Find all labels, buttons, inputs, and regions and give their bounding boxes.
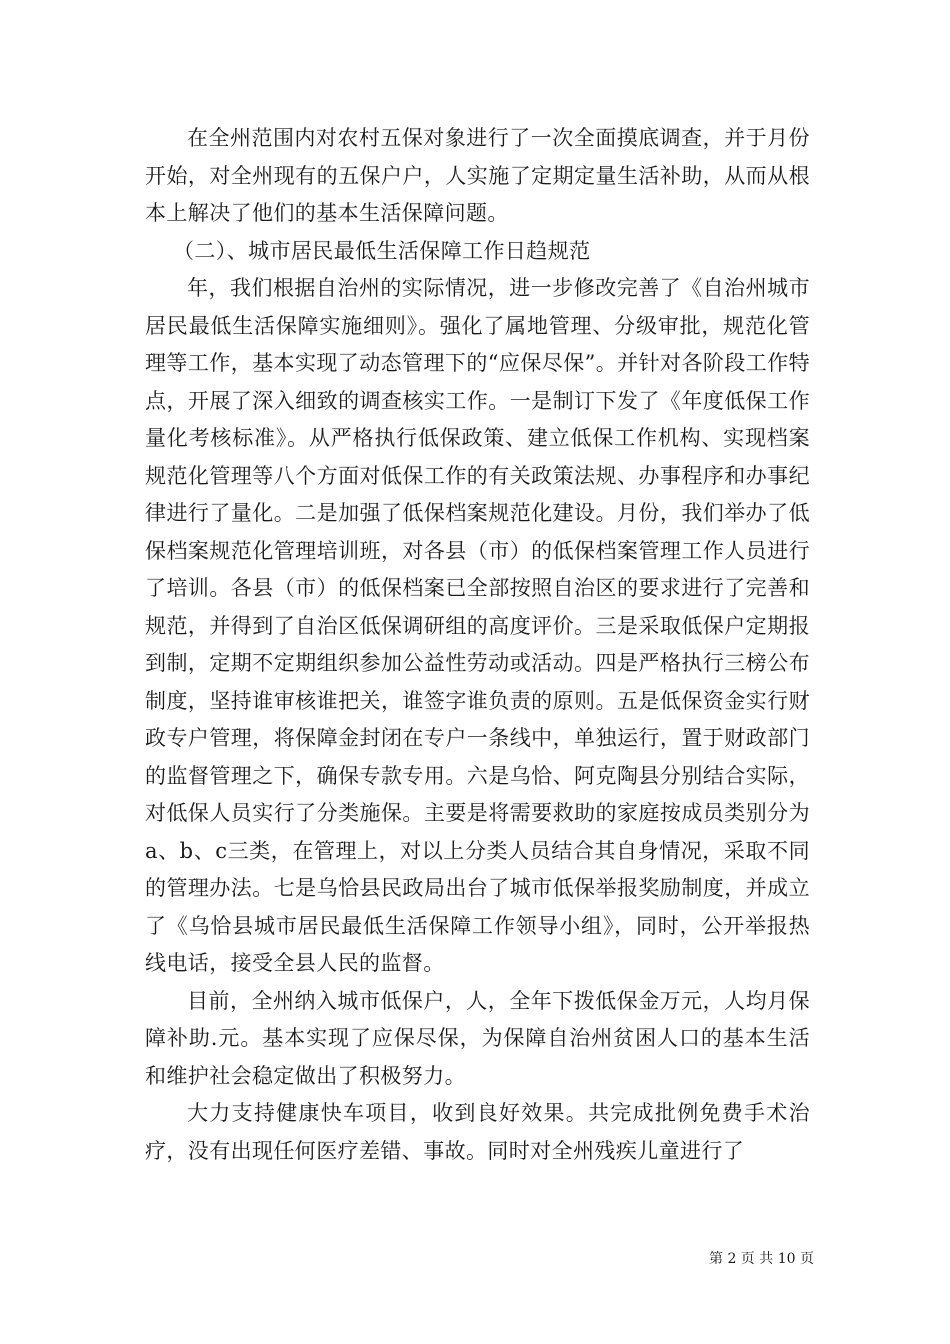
paragraph-health-express: 大力支持健康快车项目，收到良好效果。共完成批例免费手术治疗，没有出现任何医疗差错、事故。同时对全州残疾儿童进行了 <box>145 1101 810 1163</box>
paragraph-wubao-survey: 在全州范围内对农村五保对象进行了一次全面摸底调查，并于月份开始，对全州现有的五保户户，人实施了定期定量生活补助，从而从根本上解决了他们的基本生活保障问题。 <box>145 126 810 225</box>
paragraph-dibao-measures: 年，我们根据自治州的实际情况，进一步修改完善了《自治州城市居民最低生活保障实施细则》。强化了属地管理、分级审批，规范化管理等工作，基本实现了动态管理下的“应保尽保”。并针对各阶段工作特点，开展了深入细致的调查核实工作。一是制订下发了《年度低保工作量化考核标准》。从严格执行低保政策、建立低保工作机构、实现档案规范化管理等八个方面对低保工作的有关政策法规、办事程序和办事纪律进行了量化。二是加强了低保档案规范化建设。月份，我们举办了低保档案规范化管理培训班，对各县（市）的低保档案管理工作人员进行了培训。各县（市）的低保档案已全部按照自治区的要求进行了完善和规范，并得到了自治区低保调研组的高度评价。三是采取低保户定期报到制，定期不定期组织参加公益性劳动或活动。四是严格执行三榜公布制度，坚持谁审核谁把关，谁签字谁负责的原则。五是低保资金实行财政专户管理，将保障金封闭在专户一条线中，单独运行，置于财政部门的监督管理之下，确保专款专用。六是乌恰、阿克陶县分别结合实际，对低保人员实行了分类施保。主要是将需要救助的家庭按成员类别分为a、b、c三类，在管理上，对以上分类人员结合其自身情况，采取不同的管理办法。七是乌恰县民政局出台了城市低保举报奖励制度，并成立了《乌恰县城市居民最低生活保障工作领导小组》，同时，公开举报热线电话，接受全县人民的监督。 <box>145 276 810 975</box>
document-body <box>145 120 810 1170</box>
section-heading-urban-dibao: （二）、城市居民最低生活保障工作日趋规范 <box>173 238 591 263</box>
page-number: 第 2 页 共 10 页 <box>709 1251 814 1267</box>
paragraph-dibao-statistics: 目前，全州纳入城市低保户，人，全年下拨低保金万元，人均月保障补助.元。基本实现了应保尽保，为保障自治州贫困人口的基本生活和维护社会稳定做出了积极努力。 <box>145 988 810 1088</box>
